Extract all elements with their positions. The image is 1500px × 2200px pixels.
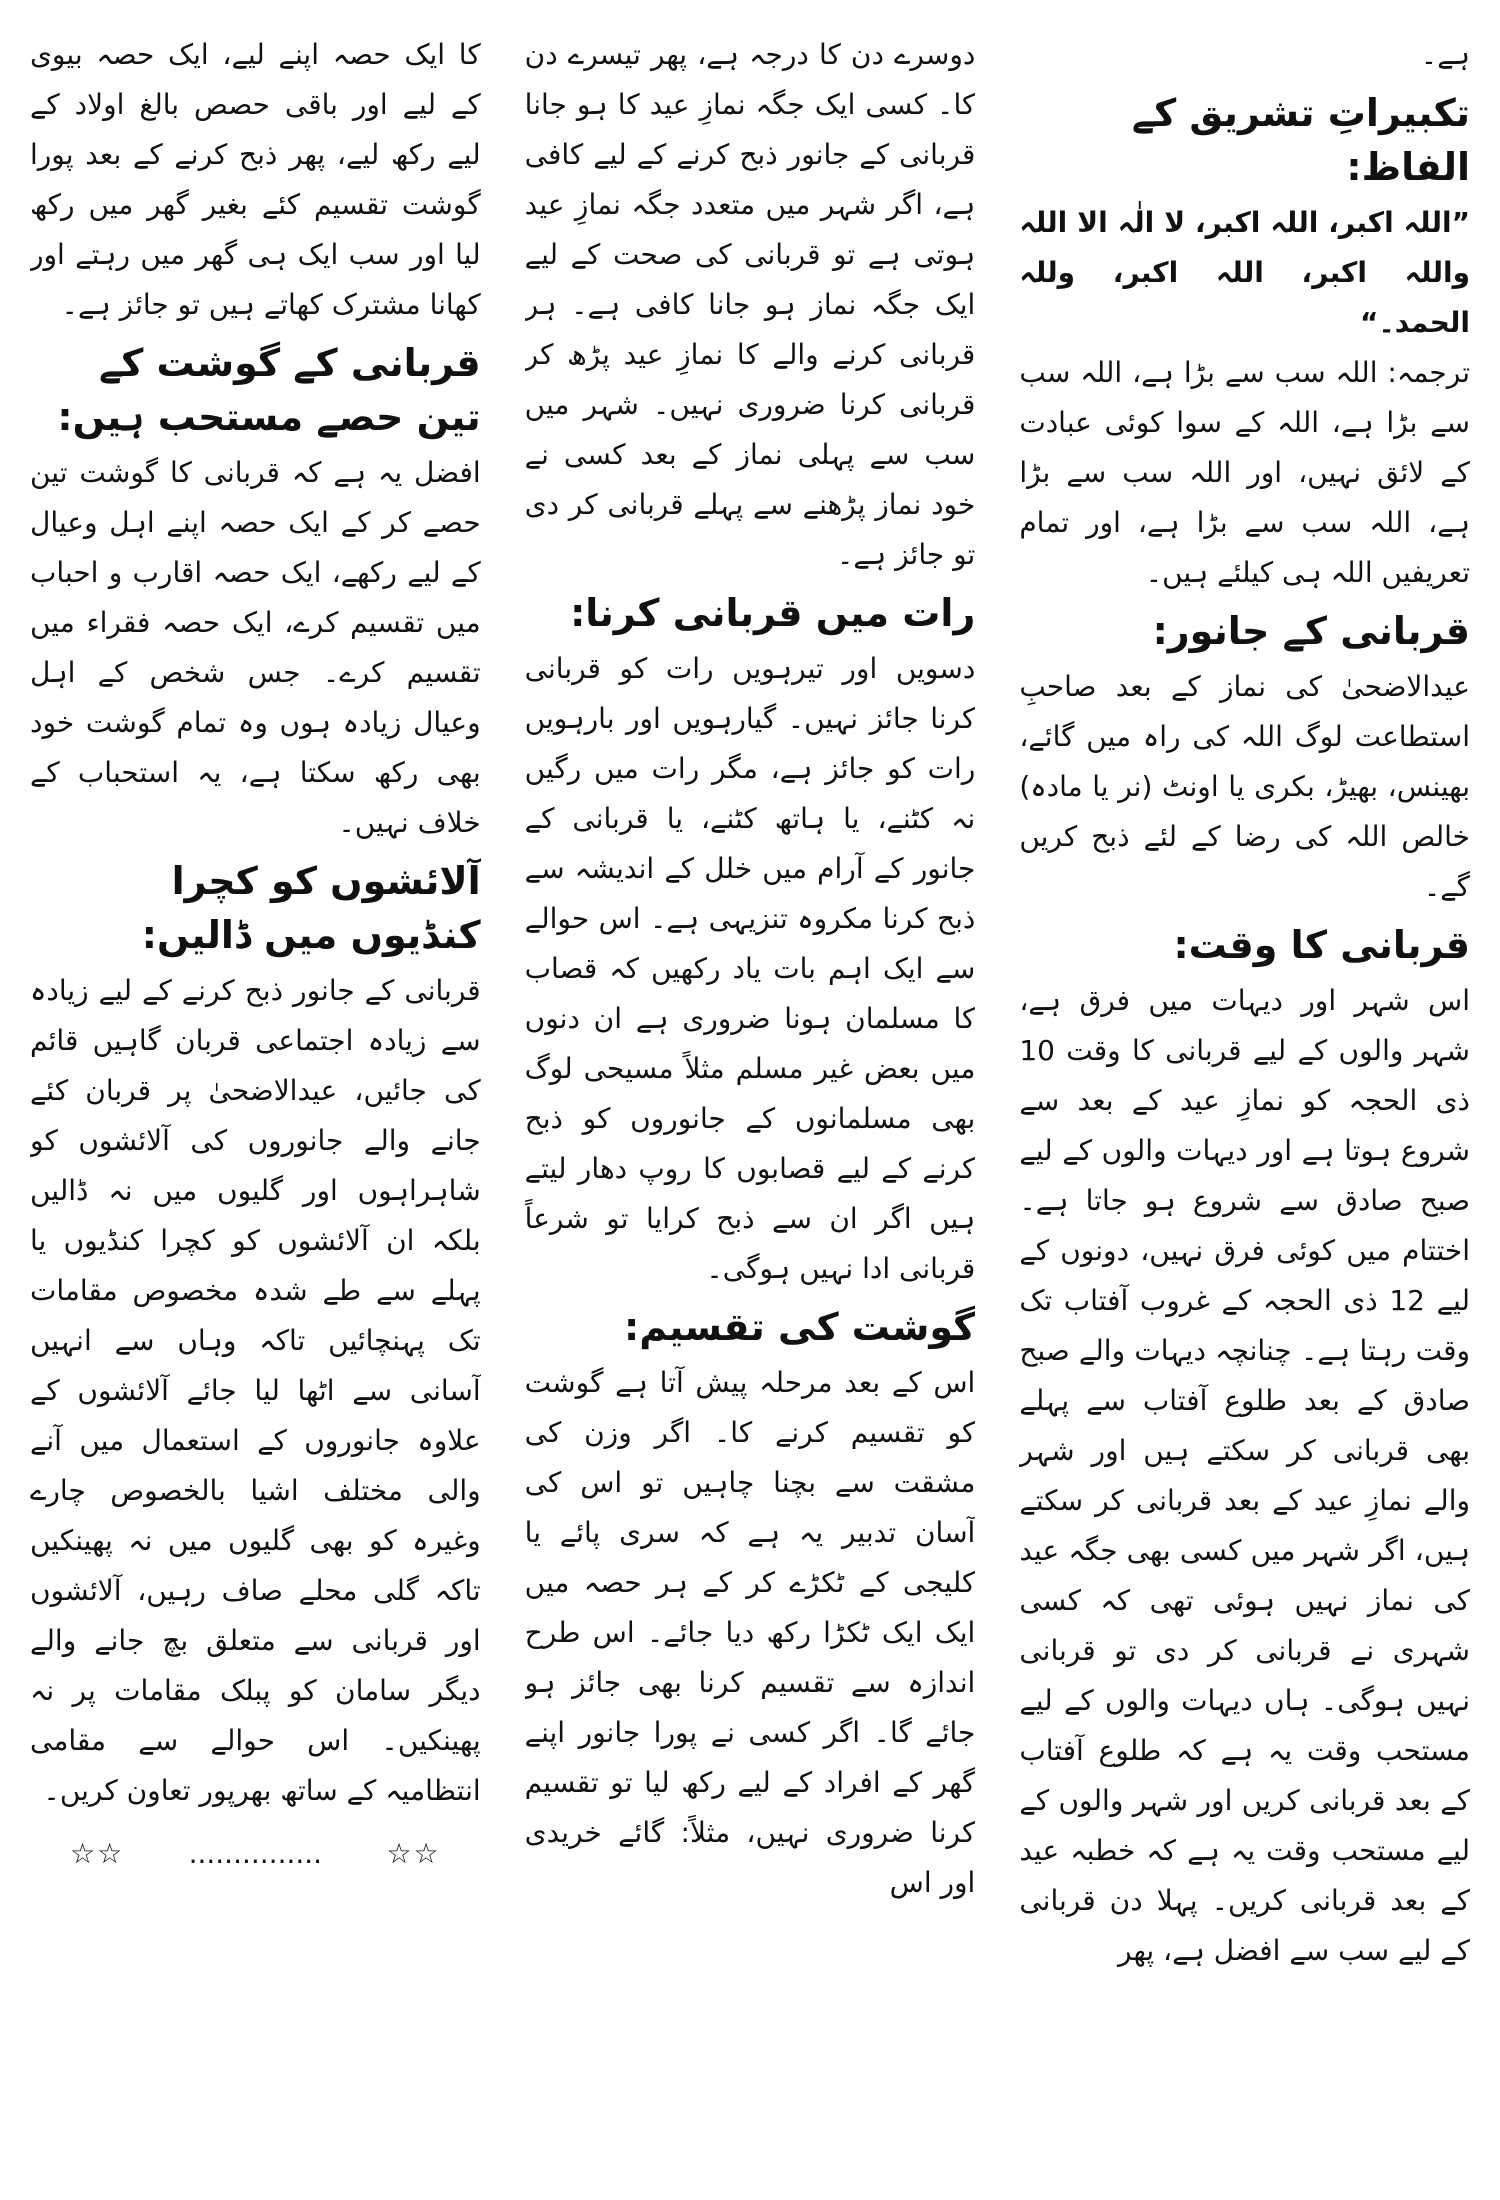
column-right — [1019, 30, 1470, 2180]
arabic-quote: ”اللہ اکبر، اللہ اکبر، لا الٰہ الا اللہ واللہ اکبر، اللہ اکبر، وللہ الحمد۔“ — [1019, 206, 1470, 339]
section-heading: آلائشوں کو کچرا کنڈیوں میں ڈالیں: — [141, 859, 481, 957]
paragraph: دوسرے دن کا درجہ ہے، پھر تیسرے دن کا۔ کسی ایک جگہ نمازِ عید کا ہو جانا قربانی کے جانور ذبح کرنے کے لیے کافی ہے، اگر شہر میں متعدد جگہ نمازِ عید ہوتی ہے تو قربانی کی صحت کے لیے ایک جگہ نماز ہو جانا کافی ہے۔ ہر قربانی کرنے والے کا نمازِ عید پڑھ کر قربانی کرنا ضروری نہیں۔ شہر میں سب سے پہلی نماز کے بعد کسی نے خود نماز پڑھنے سے پہلے قربانی کر دی تو جائز ہے۔ — [524, 38, 976, 571]
paragraph: قربانی کے جانور ذبح کرنے کے لیے زیادہ سے زیادہ اجتماعی قربان گاہیں قائم کی جائیں، عیدالاضحیٰ پر قربان کئے جانے والے جانوروں کی آلائشوں کو شاہراہوں اور گلیوں میں نہ ڈالیں بلکہ ان آلائشوں کو کچرا کنڈیوں یا پہلے سے طے شدہ مخصوص مقامات تک پہنچائیں تاکہ وہاں سے انہیں آسانی سے اٹھا لیا جائے آلائشوں کے علاوہ جانوروں کے استعمال میں آنے والی مختلف اشیا بالخصوص چارے وغیرہ کو بھی گلیوں میں نہ پھینکیں تاکہ گلی محلے صاف رہیں، آلائشوں اور قربانی سے متعلق بچ جانے والے دیگر سامان کو پبلک مقامات پر نہ پھینکیں۔ اس حوالے سے مقامی انتظامیہ کے ساتھ بھرپور تعاون کریں۔ — [29, 974, 481, 1807]
paragraph: عیدالاضحیٰ کی نماز کے بعد صاحبِ استطاعت لوگ اللہ کی راہ میں گائے، بھینس، بھیڑ، بکری یا اونٹ (نر یا مادہ) خالص اللہ کی رضا کے لئے ذبح کریں گے۔ — [1019, 670, 1470, 903]
paragraph: افضل یہ ہے کہ قربانی کا گوشت تین حصے کر کے ایک حصہ اپنے اہل وعیال کے لیے رکھے، ایک حصہ اقارب و احباب میں تقسیم کرے، ایک حصہ فقراء میں تقسیم کرے۔ جس شخص کے اہل وعیال زیادہ ہوں وہ تمام گوشت خود بھی رکھ سکتا ہے، یہ استحباب کے خلاف نہیں۔ — [29, 456, 481, 839]
paragraph: دسویں اور تیرہویں رات کو قربانی کرنا جائز نہیں۔ گیارہویں اور بارہویں رات کو جائز ہے، مگر رات میں رگیں نہ کٹنے، یا ہاتھ کٹنے، یا قربانی کے جانور کے آرام میں خلل کے اندیشہ سے ذبح کرنا مکروہ تنزیہی ہے۔ اس حوالے سے ایک اہم بات یاد رکھیں کہ قصاب کا مسلمان ہونا ضروری ہے ان دنوں میں بعض غیر مسلم مثلاً مسیحی لوگ بھی مسلمانوں کے جانوروں کو ذبح کرنے کے لیے قصابوں کا روپ دھار لیتے ہیں اگر ان سے ذبح کرایا تو شرعاً قربانی ادا نہیں ہوگی۔ — [524, 652, 976, 1285]
end-marker — [30, 1834, 481, 1874]
section-heading: گوشت کی تقسیم: — [624, 1305, 976, 1349]
paragraph: ہے۔ — [1420, 38, 1470, 71]
star-icon-group-right: ☆☆ — [386, 1837, 441, 1870]
column-left-blocks — [30, 30, 481, 1816]
section-heading: تکبیراتِ تشریق کے الفاظ: — [1131, 91, 1470, 189]
paragraph: اس شہر اور دیہات میں فرق ہے، شہر والوں کے لیے قربانی کا وقت 10 ذی الحجہ کو نمازِ عید کے بعد سے شروع ہوتا ہے اور دیہات والوں کے لیے صبح صادق سے شروع ہو جاتا ہے۔ اختتام میں کوئی فرق نہیں، دونوں کے لیے 12 ذی الحجہ کے غروب آفتاب تک وقت رہتا ہے۔ چنانچہ دیہات والے صبح صادق کے بعد طلوع آفتاب سے پہلے بھی قربانی کر سکتے ہیں اور شہر والے نمازِ عید کے بعد قربانی کر سکتے ہیں، اگر شہر میں کسی بھی جگہ عید کی نماز نہیں ہوئی تھی کہ کسی شہری نے قربانی کر دی تو قربانی نہیں ہوگی۔ ہاں دیہات والوں کے لیے مستحب وقت یہ ہے کہ طلوع آفتاب کے بعد قربانی کریں اور شہر والوں کے لیے مستحب وقت یہ ہے کہ خطبہ عید کے بعد قربانی کریں۔ پہلا دن قربانی کے لیے سب سے افضل ہے، پھر — [1019, 984, 1470, 1967]
paragraph: ترجمہ: اللہ سب سے بڑا ہے، اللہ سب سے بڑا ہے، اللہ کے سوا کوئی عبادت کے لائق نہیں، اور اللہ سب سے بڑا ہے، اللہ سب سے بڑا ہے، اور تمام تعریفیں اللہ ہی کیلئے ہیں۔ — [1019, 356, 1470, 589]
paragraph: اس کے بعد مرحلہ پیش آتا ہے گوشت کو تقسیم کرنے کا۔ اگر وزن کی مشقت سے بچنا چاہیں تو اس کی آسان تدبیر یہ ہے کہ سری پائے یا کلیجی کے ٹکڑے کر کے ہر حصہ میں ایک ایک ٹکڑا رکھ دیا جائے۔ اس طرح اندازہ سے تقسیم کرنا بھی جائز ہو جائے گا۔ اگر کسی نے پورا جانور اپنے گھر کے افراد کے لیے رکھ لیا تو تقسیم کرنا ضروری نہیں، مثلاً: گائے خریدی اور اس — [524, 1366, 976, 1899]
star-icon-group-left: ☆☆ — [69, 1837, 125, 1870]
section-heading: قربانی کا وقت: — [1173, 923, 1470, 967]
section-heading: قربانی کے گوشت کے تین حصے مستحب ہیں: — [57, 341, 481, 439]
column-middle — [525, 30, 976, 2180]
section-heading: رات میں قربانی کرنا: — [570, 591, 976, 635]
dotted-separator: ............... — [188, 1837, 323, 1870]
column-left — [30, 30, 481, 2180]
section-heading: قربانی کے جانور: — [1152, 609, 1470, 653]
paragraph: کا ایک حصہ اپنے لیے، ایک حصہ بیوی کے لیے اور باقی حصص بالغ اولاد کے لیے رکھ لیے، پھر ذبح کرنے کے بعد پورا گوشت تقسیم کئے بغیر گھر میں رکھ لیا اور سب ایک ہی گھر میں رہتے اور کھانا مشترک کھاتے ہیں تو جائز ہے۔ — [29, 38, 481, 321]
